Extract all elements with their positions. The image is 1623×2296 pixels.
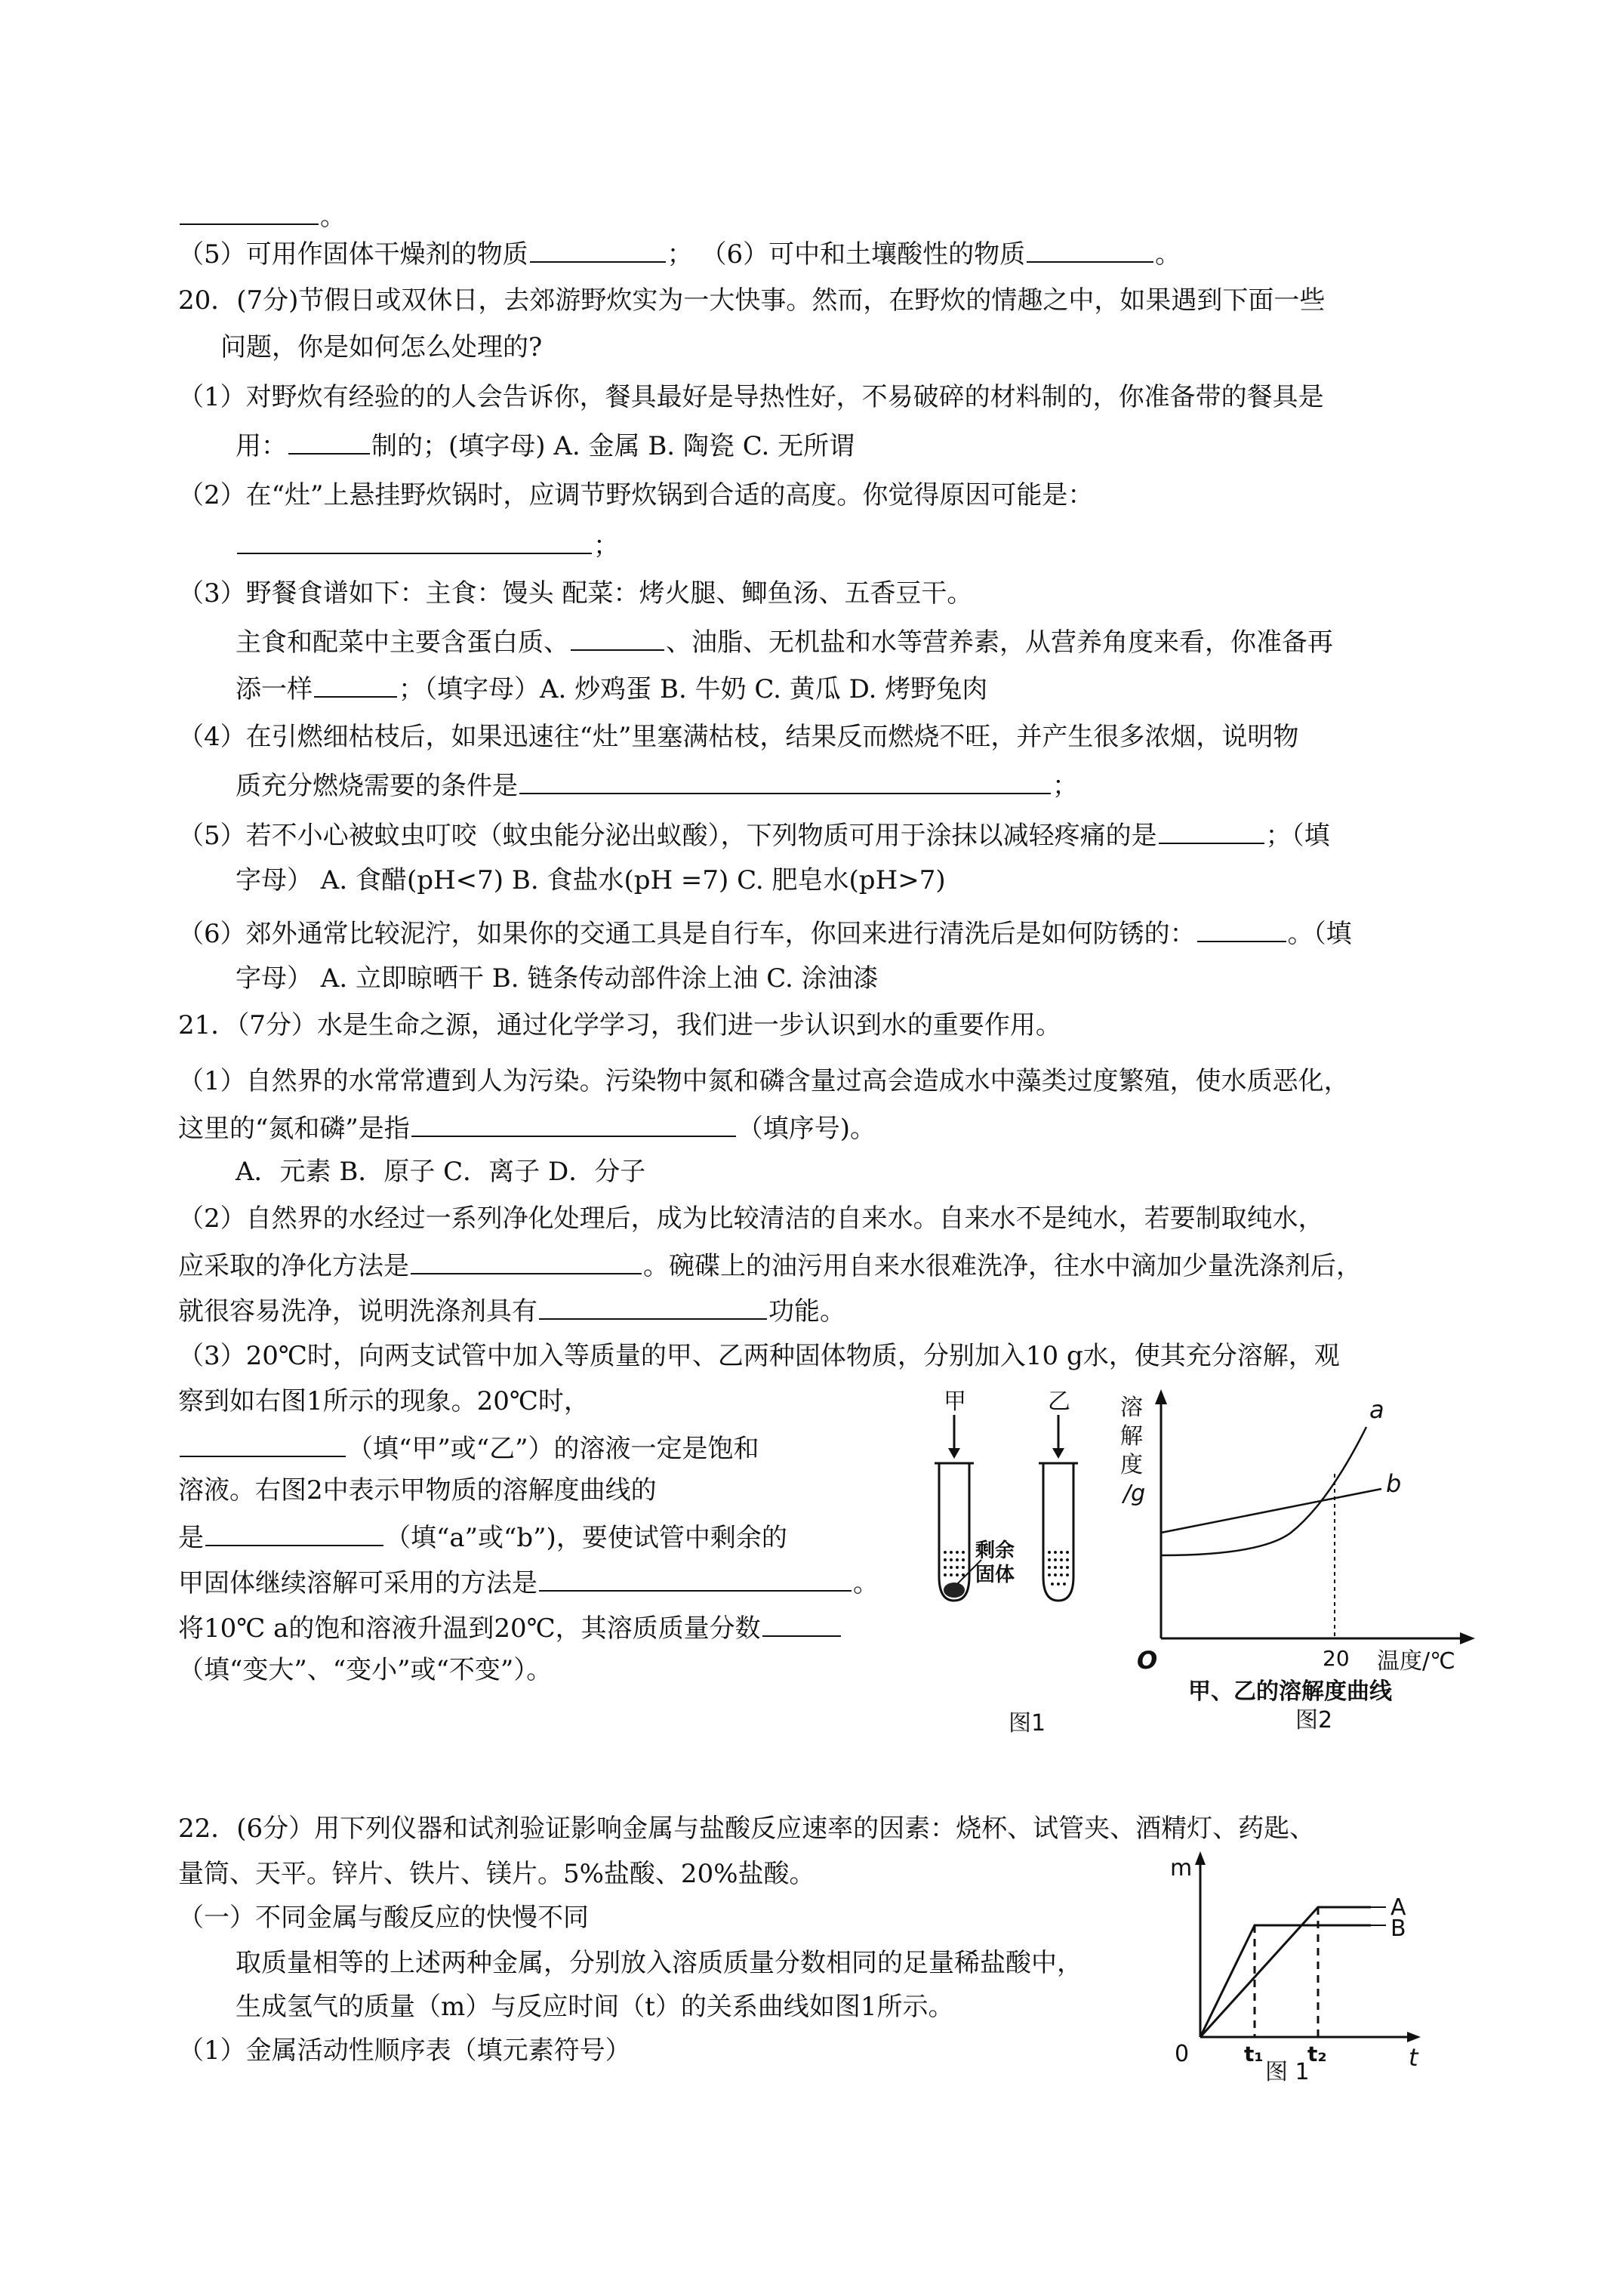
q21-p2-1: （2）自然界的水经过一系列净化处理后，成为比较清洁的自来水。自来水不是纯水，若要制取纯水， [178, 1203, 1324, 1234]
line-a [1200, 1907, 1371, 2037]
q21-p3-3: （填“甲”或“乙”）的溶液一定是饱和 [178, 1430, 759, 1465]
q20-p6-2: 字母） A. 立即晾晒干 B. 链条传动部件涂上油 C. 涂油漆 [236, 963, 879, 994]
q20-p2-2: ； [236, 527, 619, 562]
y-label-4: /g [1123, 1481, 1146, 1507]
curve-a-label: a [1369, 1395, 1384, 1424]
x-label: 温度/℃ [1377, 1648, 1455, 1675]
tube-yi-label: 乙 [1048, 1388, 1070, 1415]
answer-blank[interactable] [411, 1110, 736, 1137]
residue-label-1: 剩余 [975, 1539, 1015, 1562]
q21-intro: 21．（7分）水是生命之源，通过化学学习，我们进一步认识到水的重要作用。 [178, 1010, 1061, 1040]
y-label-1: 溶 [1120, 1395, 1143, 1421]
answer-blank[interactable] [180, 198, 319, 225]
y-axis-arrowhead [1195, 1851, 1206, 1865]
q20-p3-2: 主食和配菜中主要含蛋白质、 、油脂、无机盐和水等营养素，从营养角度来看，你准备再 [236, 624, 1333, 659]
answer-blank[interactable] [411, 1247, 642, 1274]
q20-p6-1: （6）郊外通常比较泥泞，如果你的交通工具是自行车，你回来进行清洗后是如何防锈的： 。（填 [178, 915, 1352, 951]
tube-yi-arrowhead [1052, 1448, 1064, 1459]
q20-p1-1: （1）对野炊有经验的的人会告诉你，餐具最好是导热性好，不易破碎的材料制的，你准备带的餐具是 [178, 382, 1324, 412]
q21-p1-2: 这里的“氮和磷”是指 （填序号)。 [178, 1110, 876, 1145]
q21-p3-8: （填“变大”、“变小”或“不变”）。 [178, 1655, 553, 1685]
tube-jia-arrowhead [948, 1448, 960, 1459]
curve-b [1161, 1489, 1381, 1533]
origin-label: O [1137, 1646, 1158, 1675]
q19-line1: （5）可用作固体干燥剂的物质 ； （6）可中和土壤酸性的物质 。 [178, 236, 1181, 271]
answer-blank[interactable] [1197, 915, 1286, 942]
x-axis-arrowhead [1407, 2032, 1421, 2042]
answer-blank[interactable] [519, 767, 1051, 794]
reaction-rate-figure [1155, 1842, 1457, 2084]
x-axis-label: t [1409, 2043, 1418, 2072]
answer-blank[interactable] [205, 1519, 383, 1546]
q20-p5-2: 字母） A. 食醋(pH<7) B. 食盐水(pH =7) C. 肥皂水(pH>7) [236, 865, 946, 895]
q21-p3-2: 察到如右图1所示的现象。20℃时， [178, 1386, 590, 1416]
y-axis-arrowhead [1155, 1389, 1167, 1404]
answer-blank[interactable] [1159, 817, 1264, 844]
q20-intro-2: 问题，你是如何怎么处理的? [220, 332, 543, 362]
answer-blank[interactable] [539, 1564, 852, 1592]
q21-p3-1: （3）20℃时，向两支试管中加入等质量的甲、乙两种固体物质，分别加入10 g水，使其充分溶解，观 [178, 1341, 1340, 1371]
curve-b-label: b [1386, 1469, 1402, 1498]
t2-label: t₂ [1307, 2042, 1327, 2066]
solubility-chart [1110, 1382, 1502, 1737]
q20-p1-2: 用： 制的；(填字母) A. 金属 B. 陶瓷 C. 无所谓 [236, 427, 855, 463]
tube-jia-label: 甲 [944, 1388, 966, 1415]
answer-blank[interactable] [314, 670, 397, 698]
origin-label: 0 [1175, 2041, 1190, 2067]
chart-title: 甲、乙的溶解度曲线 [1188, 1678, 1392, 1705]
tube-jia [939, 1463, 969, 1601]
answer-blank[interactable] [1027, 236, 1153, 263]
answer-blank[interactable] [288, 427, 370, 455]
q21-p1-1: （1）自然界的水常常遭到人为污染。污染物中氮和磷含量过高会造成水中藻类过度繁殖，使水质恶化， [178, 1066, 1350, 1096]
q20-p3-3: 添一样 ；（填字母）A. 炒鸡蛋 B. 牛奶 C. 黄瓜 D. 烤野兔肉 [236, 670, 987, 706]
q20-p5-1: （5）若不小心被蚊虫叮咬（蚊虫能分泌出蚁酸），下列物质可用于涂抹以减轻疼痛的是 ；（填 [178, 817, 1330, 852]
x-axis-arrowhead [1460, 1632, 1475, 1644]
q21-p3-5: 是 （填“a”或“b”)，要使试管中剩余的 [178, 1519, 787, 1555]
y-label-2: 解 [1120, 1423, 1143, 1450]
q22-part1-2: 生成氢气的质量（m）与反应时间（t）的关系曲线如图1所示。 [236, 1992, 954, 2022]
q21-p3-7: 将10℃ a的饱和溶液升温到20℃，其溶质质量分数 [178, 1610, 842, 1645]
q21-p2-2: 应采取的净化方法是 。碗碟上的油污用自来水很难洗净，往水中滴加少量洗涤剂后， [178, 1247, 1362, 1283]
q20-p3-1: （3）野餐食谱如下：主食：馒头 配菜：烤火腿、鲫鱼汤、五香豆干。 [178, 578, 973, 609]
answer-blank[interactable] [237, 527, 592, 554]
line-a-label: A [1390, 1894, 1406, 1921]
residue-solid [944, 1583, 965, 1598]
q21-p1-3: A．元素 B．原子 C．离子 D．分子 [236, 1157, 646, 1187]
tube-yi-liquid [1048, 1551, 1069, 1586]
q22-intro-1: 22．(6分）用下列仪器和试剂验证影响金属与盐酸反应速率的因素：烧杯、试管夹、酒精灯、药匙、 [178, 1814, 1316, 1844]
solubility-figure [1110, 1382, 1502, 1737]
q20-p2-1: （2）在“灶”上悬挂野炊锅时，应调节野炊锅到合适的高度。你觉得原因可能是： [178, 480, 1094, 510]
tube-jia-liquid [944, 1551, 965, 1576]
t1-label: t₁ [1244, 2042, 1264, 2066]
q22-part1-1: 取质量相等的上述两种金属，分别放入溶质质量分数相同的足量稀盐酸中， [236, 1948, 1083, 1978]
answer-blank[interactable] [571, 624, 664, 651]
y-axis-label: m [1170, 1855, 1193, 1881]
q22-part1: （一）不同金属与酸反应的快慢不同 [178, 1903, 589, 1933]
reaction-rate-chart [1155, 1842, 1457, 2084]
residue-label-2: 固体 [975, 1564, 1015, 1586]
q21-p3-6: 甲固体继续溶解可采用的方法是 。 [178, 1564, 879, 1600]
line-b-label: B [1390, 1915, 1406, 1942]
q21-p3-4: 溶液。右图2中表示甲物质的溶解度曲线的 [178, 1475, 657, 1505]
curve-a [1161, 1427, 1366, 1555]
q22-intro-2: 量筒、天平。锌片、铁片、镁片。5%盐酸、20%盐酸。 [178, 1859, 815, 1889]
tick-20: 20 [1323, 1646, 1350, 1671]
answer-blank[interactable] [180, 1430, 346, 1457]
q19-line0: 。 [178, 198, 346, 233]
q22-sub1: （1）金属活动性顺序表（填元素符号） [178, 2036, 631, 2066]
q20-p4-2: 质充分燃烧需要的条件是 ； [236, 767, 1078, 803]
answer-blank[interactable] [762, 1610, 841, 1637]
q20-p4-1: （4）在引燃细枯枝后，如果迅速往“灶”里塞满枯枝，结果反而燃烧不旺，并产生很多浓烟，说明物 [178, 722, 1299, 752]
q20-intro-1: 20．(7分)节假日或双休日，去郊游野炊实为一大快事。然而，在野炊的情趣之中，如果遇到下面一些 [178, 285, 1326, 316]
fig2-caption: 图2 [1295, 1707, 1333, 1734]
answer-blank[interactable] [539, 1293, 767, 1320]
fig-caption: 图 1 [1265, 2059, 1310, 2084]
tube-yi [1043, 1463, 1073, 1601]
fig1-caption: 图1 [1009, 1710, 1046, 1737]
answer-blank[interactable] [530, 236, 666, 263]
q21-p2-3: 就很容易洗净，说明洗涤剂具有 功能。 [178, 1293, 845, 1328]
y-label-3: 度 [1120, 1452, 1143, 1478]
